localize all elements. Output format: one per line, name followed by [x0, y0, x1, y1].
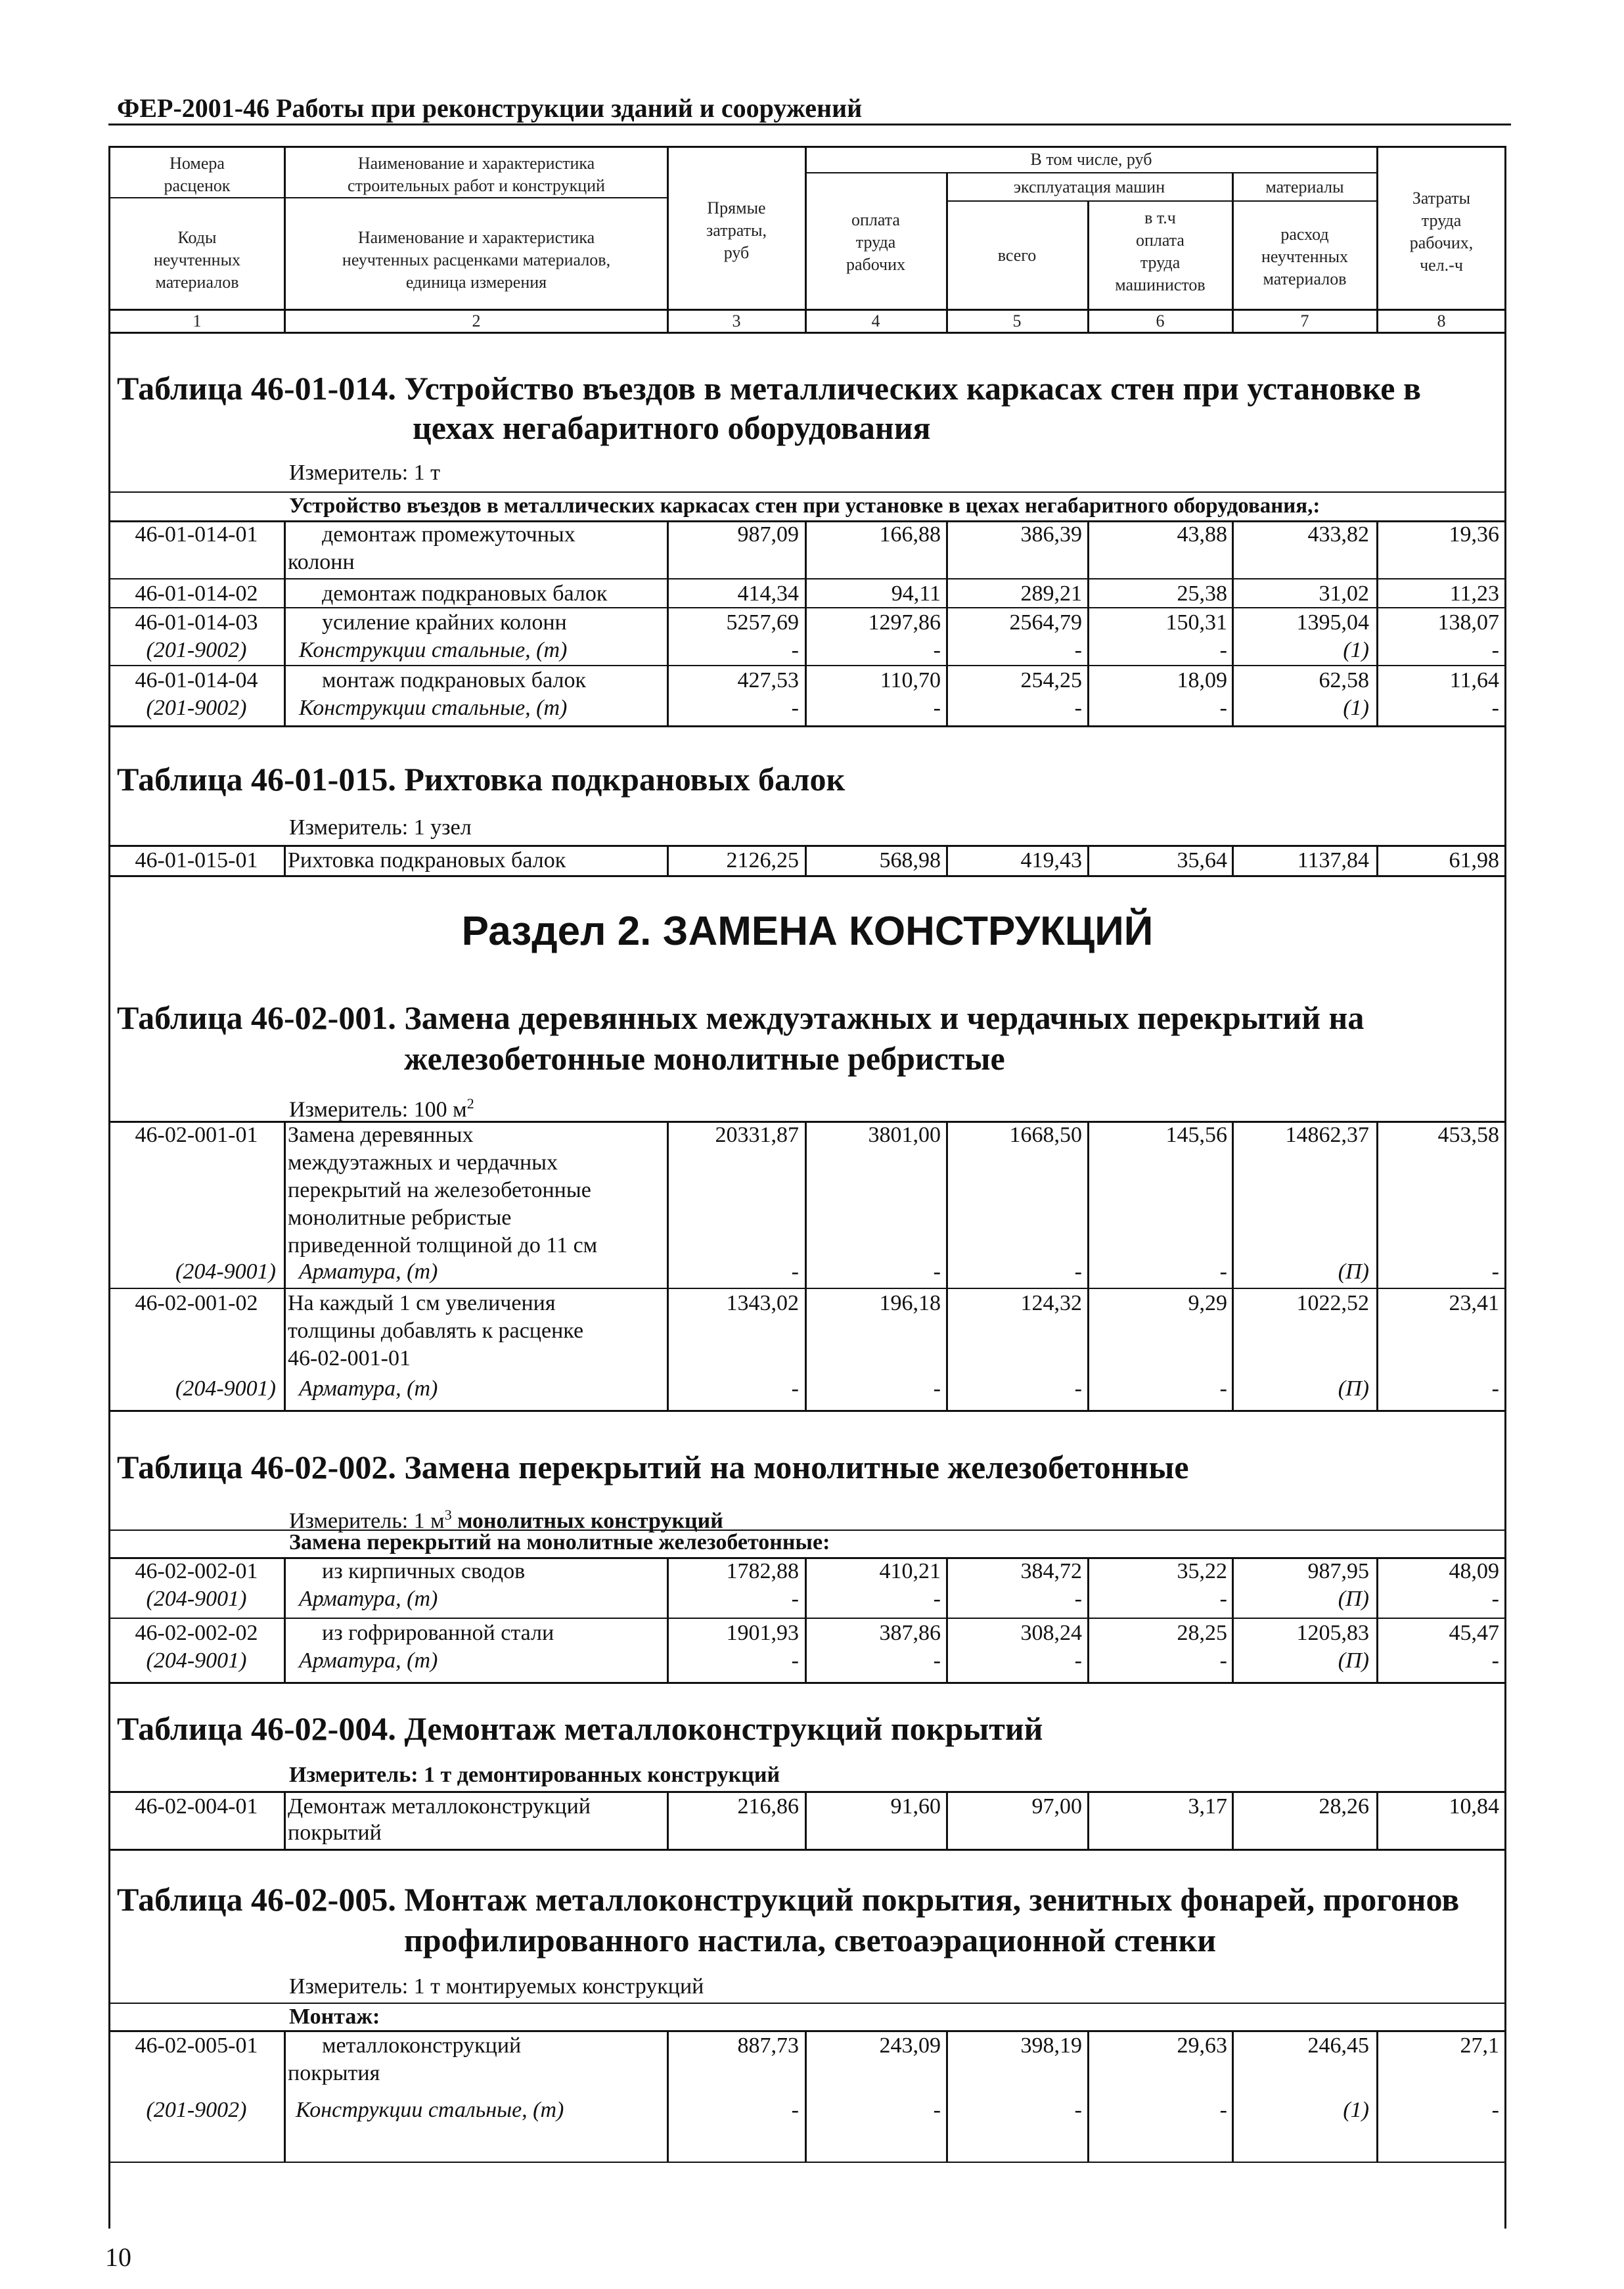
frame-right — [1504, 146, 1506, 2229]
direct-cost: 1782,88 — [726, 1559, 799, 1583]
materials: 62,58 — [1319, 668, 1369, 692]
dash: - — [1219, 1259, 1227, 1284]
material-qty: (П) — [1338, 1648, 1369, 1673]
rate-code: 46-02-002-01 — [135, 1559, 258, 1583]
labor-pay: 410,21 — [879, 1559, 941, 1583]
dash: - — [1219, 1376, 1227, 1401]
materials: 28,26 — [1319, 1794, 1369, 1819]
material-name: Конструкции стальные, (т) — [299, 638, 568, 662]
direct-cost: 887,73 — [737, 2033, 799, 2058]
dash: - — [1219, 638, 1227, 662]
rate-name: металлоконструкций — [322, 2033, 522, 2058]
table-measure: Измеритель: 1 т демонтированных конструкций — [289, 1763, 780, 1787]
dash: - — [1074, 1648, 1082, 1673]
table-title: Таблица 46-01-014. Устройство въездов в металлических каркасах стен при установке в — [117, 370, 1421, 407]
dash: - — [791, 1259, 799, 1284]
dash: - — [1491, 1648, 1499, 1673]
machines-total: 308,24 — [1020, 1621, 1082, 1645]
rate-name: приведенной толщиной до 11 см — [288, 1233, 598, 1258]
machinist-pay: 28,25 — [1177, 1621, 1227, 1645]
rate-code: 46-01-014-04 — [135, 668, 258, 692]
labor-hours: 27,1 — [1460, 2033, 1499, 2058]
machines-total: 398,19 — [1020, 2033, 1082, 2058]
machinist-pay: 9,29 — [1188, 1291, 1227, 1315]
material-qty: (П) — [1338, 1587, 1369, 1611]
dash: - — [1491, 1376, 1499, 1401]
table-measure: Измеритель: 1 узел — [289, 815, 472, 840]
direct-cost: 414,34 — [737, 581, 799, 606]
materials: 433,82 — [1307, 522, 1369, 547]
machines-total: 2564,79 — [1009, 610, 1082, 635]
rate-name: из кирпичных сводов — [322, 1559, 526, 1583]
labor-pay: 568,98 — [879, 848, 941, 873]
labor-hours: 23,41 — [1449, 1291, 1499, 1315]
machines-total: 1668,50 — [1009, 1123, 1082, 1147]
direct-cost: 1901,93 — [726, 1621, 799, 1645]
rate-name: монтаж подкрановых балок — [322, 668, 586, 692]
rate-name: Рихтовка подкрановых балок — [288, 848, 566, 873]
table-measure: Измеритель: 100 $м^2$ — [289, 1095, 474, 1122]
table-measure: Измеритель: 1 $м^3$ монолитных конструкций — [289, 1507, 723, 1533]
material-code: (204-9001) — [146, 1587, 247, 1611]
material-name: Конструкции стальные, (т) — [296, 2098, 564, 2122]
materials: 246,45 — [1307, 2033, 1369, 2058]
machines-total: 384,72 — [1020, 1559, 1082, 1583]
material-code: (201-9002) — [146, 638, 247, 662]
material-code: (204-9001) — [175, 1259, 276, 1284]
dash: - — [1219, 1587, 1227, 1611]
table-measure: Измеритель: 1 т монтируемых конструкций — [289, 1974, 704, 1999]
dash: - — [1074, 696, 1082, 720]
rate-name: Замена деревянных — [288, 1123, 474, 1147]
material-qty: (П) — [1338, 1376, 1369, 1401]
dash: - — [933, 1259, 941, 1284]
rate-name: 46-02-001-01 — [288, 1346, 411, 1371]
machines-total: 254,25 — [1020, 668, 1082, 692]
labor-pay: 387,86 — [879, 1621, 941, 1645]
rate-name: монолитные ребристые — [288, 1206, 512, 1230]
direct-cost: 2126,25 — [726, 848, 799, 873]
direct-cost: 427,53 — [737, 668, 799, 692]
machinist-pay: 35,64 — [1177, 848, 1227, 873]
dash: - — [791, 696, 799, 720]
labor-pay: 3801,00 — [868, 1123, 941, 1147]
material-name: Конструкции стальные, (т) — [299, 696, 568, 720]
rate-name: междуэтажных и чердачных — [288, 1150, 558, 1175]
dash: - — [791, 638, 799, 662]
machinist-pay: 25,38 — [1177, 581, 1227, 606]
group-heading: Замена перекрытий на монолитные железобетонные: — [289, 1530, 830, 1554]
rate-code: 46-01-014-03 — [135, 610, 258, 635]
material-code: (204-9001) — [146, 1648, 247, 1673]
machinist-pay: 43,88 — [1177, 522, 1227, 547]
table-measure: Измеритель: 1 т — [289, 461, 441, 485]
dash: - — [1219, 2098, 1227, 2122]
machines-total: 97,00 — [1031, 1794, 1082, 1819]
dash: - — [933, 638, 941, 662]
labor-hours: 45,47 — [1449, 1621, 1499, 1645]
group-heading: Монтаж: — [289, 2005, 380, 2029]
dash: - — [1074, 2098, 1082, 2122]
rate-code: 46-01-015-01 — [135, 848, 258, 873]
direct-cost: 987,09 — [737, 522, 799, 547]
machinist-pay: 35,22 — [1177, 1559, 1227, 1583]
dash: - — [933, 2098, 941, 2122]
table-title: Таблица 46-02-001. Замена деревянных междуэтажных и чердачных перекрытий на — [117, 999, 1365, 1036]
dash: - — [933, 1376, 941, 1401]
material-name: Арматура, (т) — [299, 1587, 438, 1611]
page-header: ФЕР-2001-46 Работы при реконструкции зданий и сооружений — [117, 93, 863, 123]
dash: - — [1074, 638, 1082, 662]
dash: - — [1074, 1259, 1082, 1284]
header-rule — [108, 124, 1511, 125]
rate-code: 46-02-001-02 — [135, 1291, 258, 1315]
labor-hours: 138,07 — [1437, 610, 1499, 635]
rate-name: перекрытий на железобетонные — [288, 1178, 591, 1202]
rate-name: из гофрированной стали — [322, 1621, 554, 1645]
material-name: Арматура, (т) — [299, 1259, 438, 1284]
dash: - — [933, 1587, 941, 1611]
rate-name: колонн — [288, 550, 355, 574]
rate-name: толщины добавлять к расценке — [288, 1319, 584, 1343]
dash: - — [1491, 1587, 1499, 1611]
table-title: железобетонные монолитные ребристые — [404, 1040, 1005, 1077]
table-title: профилированного настила, светоаэрационной стенки — [404, 1922, 1217, 1959]
labor-hours: 11,23 — [1449, 581, 1499, 606]
machines-total: 419,43 — [1020, 848, 1082, 873]
materials: 987,95 — [1307, 1559, 1369, 1583]
material-code: (201-9002) — [146, 2098, 247, 2122]
rate-code: 46-02-005-01 — [135, 2033, 258, 2058]
material-name: Арматура, (т) — [299, 1376, 438, 1401]
table-title: Таблица 46-01-015. Рихтовка подкрановых балок — [117, 761, 846, 798]
direct-cost: 5257,69 — [726, 610, 799, 635]
labor-hours: 11,64 — [1449, 668, 1499, 692]
labor-hours: 453,58 — [1437, 1123, 1499, 1147]
dash: - — [1219, 1648, 1227, 1673]
dash: - — [933, 696, 941, 720]
dash: - — [791, 1587, 799, 1611]
frame-left — [108, 146, 110, 2229]
dash: - — [1491, 638, 1499, 662]
page-number: 10 — [105, 2242, 131, 2272]
machinist-pay: 3,17 — [1188, 1794, 1227, 1819]
labor-pay: 94,11 — [891, 581, 941, 606]
rate-name: Демонтаж металлоконструкций — [288, 1794, 591, 1819]
materials: 1395,04 — [1296, 610, 1369, 635]
materials: 1022,52 — [1296, 1291, 1369, 1315]
labor-pay: 1297,86 — [868, 610, 941, 635]
direct-cost: 216,86 — [737, 1794, 799, 1819]
material-name: Арматура, (т) — [299, 1648, 438, 1673]
materials: 1205,83 — [1296, 1621, 1369, 1645]
rate-name: демонтаж промежуточных — [322, 522, 575, 547]
labor-hours: 61,98 — [1449, 848, 1499, 873]
rate-name: На каждый 1 см увеличения — [288, 1291, 556, 1315]
table-title: Таблица 46-02-004. Демонтаж металлоконструкций покрытий — [117, 1710, 1043, 1747]
table-title: Таблица 46-02-005. Монтаж металлоконструкций покрытия, зенитных фонарей, прогонов — [117, 1881, 1460, 1918]
machinist-pay: 145,56 — [1165, 1123, 1227, 1147]
materials: 1137,84 — [1297, 848, 1369, 873]
machines-total: 124,32 — [1020, 1291, 1082, 1315]
dash: - — [1219, 696, 1227, 720]
labor-hours: 10,84 — [1449, 1794, 1499, 1819]
dash: - — [1491, 2098, 1499, 2122]
material-qty: (1) — [1343, 2098, 1369, 2122]
section-heading: Раздел 2. ЗАМЕНА КОНСТРУКЦИЙ — [461, 909, 1154, 954]
rate-code: 46-01-014-02 — [135, 581, 258, 606]
dash: - — [791, 2098, 799, 2122]
labor-pay: 196,18 — [879, 1291, 941, 1315]
direct-cost: 1343,02 — [726, 1291, 799, 1315]
rate-code: 46-02-002-02 — [135, 1621, 258, 1645]
direct-cost: 20331,87 — [715, 1123, 799, 1147]
rate-code: 46-02-001-01 — [135, 1123, 258, 1147]
rate-name: демонтаж подкрановых балок — [322, 581, 608, 606]
rate-name: усиление крайних колонн — [322, 610, 567, 635]
dash: - — [1074, 1587, 1082, 1611]
dash: - — [933, 1648, 941, 1673]
labor-pay: 110,70 — [880, 668, 941, 692]
rate-code: 46-02-004-01 — [135, 1794, 258, 1819]
material-code: (204-9001) — [175, 1376, 276, 1401]
table-title: цехах негабаритного оборудования — [413, 409, 931, 446]
materials: 14862,37 — [1285, 1123, 1369, 1147]
dash: - — [1491, 696, 1499, 720]
machines-total: 386,39 — [1020, 522, 1082, 547]
group-heading: Устройство въездов в металлических каркасах стен при установке в цехах негабаритного оборудования,: — [289, 494, 1320, 518]
materials: 31,02 — [1319, 581, 1369, 606]
material-qty: (1) — [1343, 696, 1369, 720]
material-qty: (П) — [1338, 1259, 1369, 1284]
labor-pay: 243,09 — [879, 2033, 941, 2058]
dash: - — [791, 1376, 799, 1401]
dash: - — [1491, 1259, 1499, 1284]
rate-name: покрытия — [288, 2061, 380, 2085]
table-title: Таблица 46-02-002. Замена перекрытий на монолитные железобетонные — [117, 1449, 1189, 1485]
labor-pay: 166,88 — [879, 522, 941, 547]
machinist-pay: 29,63 — [1177, 2033, 1227, 2058]
labor-hours: 19,36 — [1449, 522, 1499, 547]
machinist-pay: 18,09 — [1177, 668, 1227, 692]
machinist-pay: 150,31 — [1165, 610, 1227, 635]
material-qty: (1) — [1343, 638, 1369, 662]
rate-name: покрытий — [288, 1821, 382, 1845]
labor-pay: 91,60 — [890, 1794, 941, 1819]
machines-total: 289,21 — [1020, 581, 1082, 606]
dash: - — [1074, 1376, 1082, 1401]
material-code: (201-9002) — [146, 696, 247, 720]
labor-hours: 48,09 — [1449, 1559, 1499, 1583]
dash: - — [791, 1648, 799, 1673]
rate-code: 46-01-014-01 — [135, 522, 258, 547]
